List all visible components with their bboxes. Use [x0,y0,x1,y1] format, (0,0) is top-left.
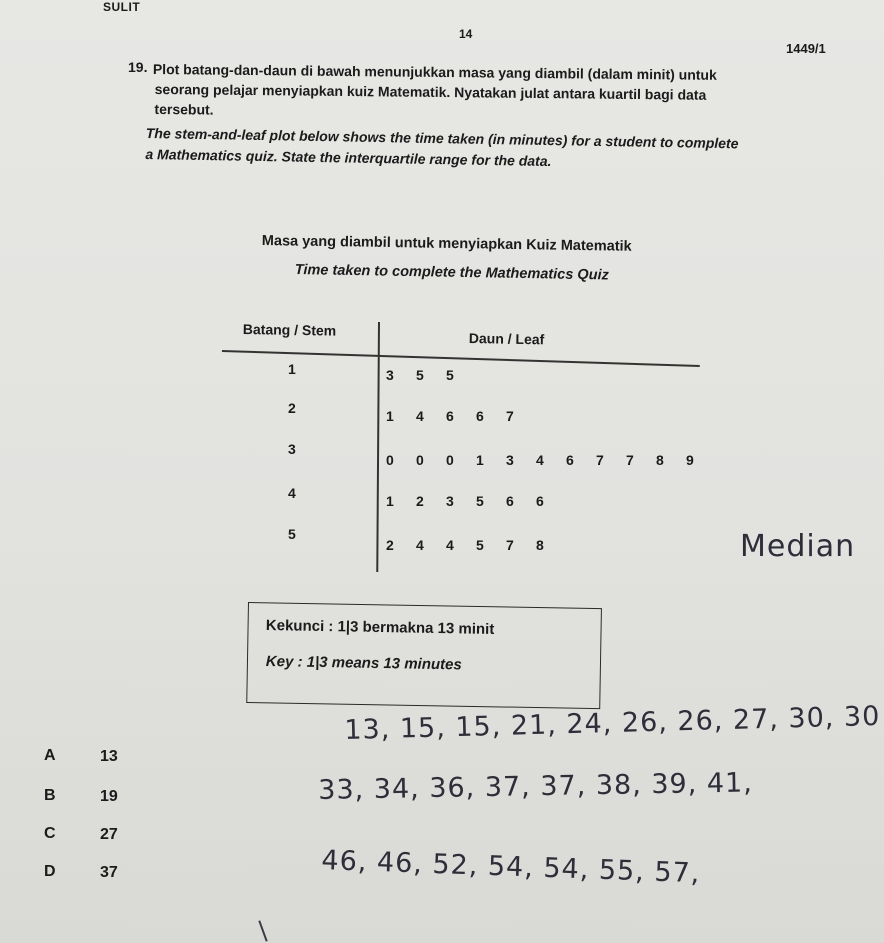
leaf-digit: 0 [386,452,394,468]
leaf-digit: 6 [566,452,574,468]
leaf-digit: 6 [476,408,484,424]
leaf-row [386,367,476,383]
leaf-digit: 1 [476,452,484,468]
leaf-row [386,408,536,424]
stem-cell: 4 [288,485,296,501]
leaf-digit: 1 [386,493,394,509]
option-a-letter[interactable]: A [44,747,56,764]
key-text-english: Key : 1|3 means 13 minutes [265,653,462,674]
handwritten-data-line: 33, 34, 36, 37, 37, 38, 39, 41, [318,767,754,806]
leaf-digit: 3 [386,367,394,383]
leaf-digit: 7 [626,452,634,468]
leaf-digit: 4 [416,408,424,424]
leaf-digit: 9 [686,452,694,468]
stem-leaf-divider [376,322,379,572]
leaf-digit: 6 [506,493,514,509]
stem-cell: 3 [288,441,296,457]
option-c-value[interactable]: 27 [100,826,118,843]
question-text-malay [154,59,825,126]
handwritten-median-note: Median [740,529,856,564]
option-b-value[interactable]: 19 [100,788,118,805]
leaf-digit: 4 [446,537,454,553]
plot-title-english: Time taken to complete the Mathematics Quiz [294,262,609,284]
leaf-digit: 2 [386,537,394,553]
leaf-row [386,493,566,509]
leaf-digit: 6 [536,493,544,509]
option-a-value[interactable]: 13 [100,748,118,765]
leaf-digit: 3 [446,493,454,509]
option-c-letter[interactable]: C [44,825,56,842]
paper-code: 1449/1 [786,41,826,56]
option-b-letter[interactable]: B [44,787,56,804]
question-en-line: a Mathematics quiz. State the interquartile range for the data. [145,145,552,170]
question-text-english [145,123,846,177]
sulit-label: SULIT [103,0,141,14]
leaf-row [386,537,566,553]
leaf-digit: 0 [446,452,454,468]
leaf-digit: 1 [386,408,394,424]
leaf-header: Daun / Leaf [468,330,545,348]
leaf-digit: 5 [446,367,454,383]
option-d-value[interactable]: 37 [100,864,118,881]
question-bm-line: Plot batang-dan-daun di bawah menunjukkan masa yang diambil (dalam minit) untuk [152,60,717,83]
option-d-letter[interactable]: D [44,863,56,880]
leaf-digit: 4 [536,452,544,468]
leaf-digit: 0 [416,452,424,468]
stem-cell: 1 [288,361,296,377]
stem-header: Batang / Stem [242,321,337,339]
leaf-digit: 3 [506,452,514,468]
stem-cell: 2 [288,400,296,416]
leaf-digit: 5 [476,537,484,553]
leaf-digit: 7 [506,408,514,424]
leaf-digit: 4 [416,537,424,553]
leaf-digit: 7 [506,537,514,553]
leaf-digit: 8 [536,537,544,553]
pen-mark [258,920,267,941]
leaf-digit: 6 [446,408,454,424]
question-bm-line: seorang pelajar menyiapkan kuiz Matematik. Nyatakan julat antara kuartil bagi data [154,80,707,103]
leaf-digit: 7 [596,452,604,468]
leaf-digit: 8 [656,452,664,468]
leaf-digit: 2 [416,493,424,509]
handwritten-data-line: 13, 15, 15, 21, 24, 26, 26, 27, 30, 30 [344,700,881,746]
leaf-row [386,452,716,468]
question-en-line: The stem-and-leaf plot below shows the time taken (in minutes) for a student to complete [145,124,739,152]
leaf-digit: 5 [476,493,484,509]
question-bm-line: tersebut. [154,100,214,118]
leaf-digit: 5 [416,367,424,383]
plot-title-malay: Masa yang diambil untuk menyiapkan Kuiz Matematik [261,233,632,255]
question-number: 19. [128,59,148,75]
stem-cell: 5 [288,526,296,542]
key-text-malay: Kekunci : 1|3 bermakna 13 minit [265,617,495,638]
page-number: 14 [459,27,473,41]
handwritten-data-line: 46, 46, 52, 54, 54, 55, 57, [320,845,701,890]
